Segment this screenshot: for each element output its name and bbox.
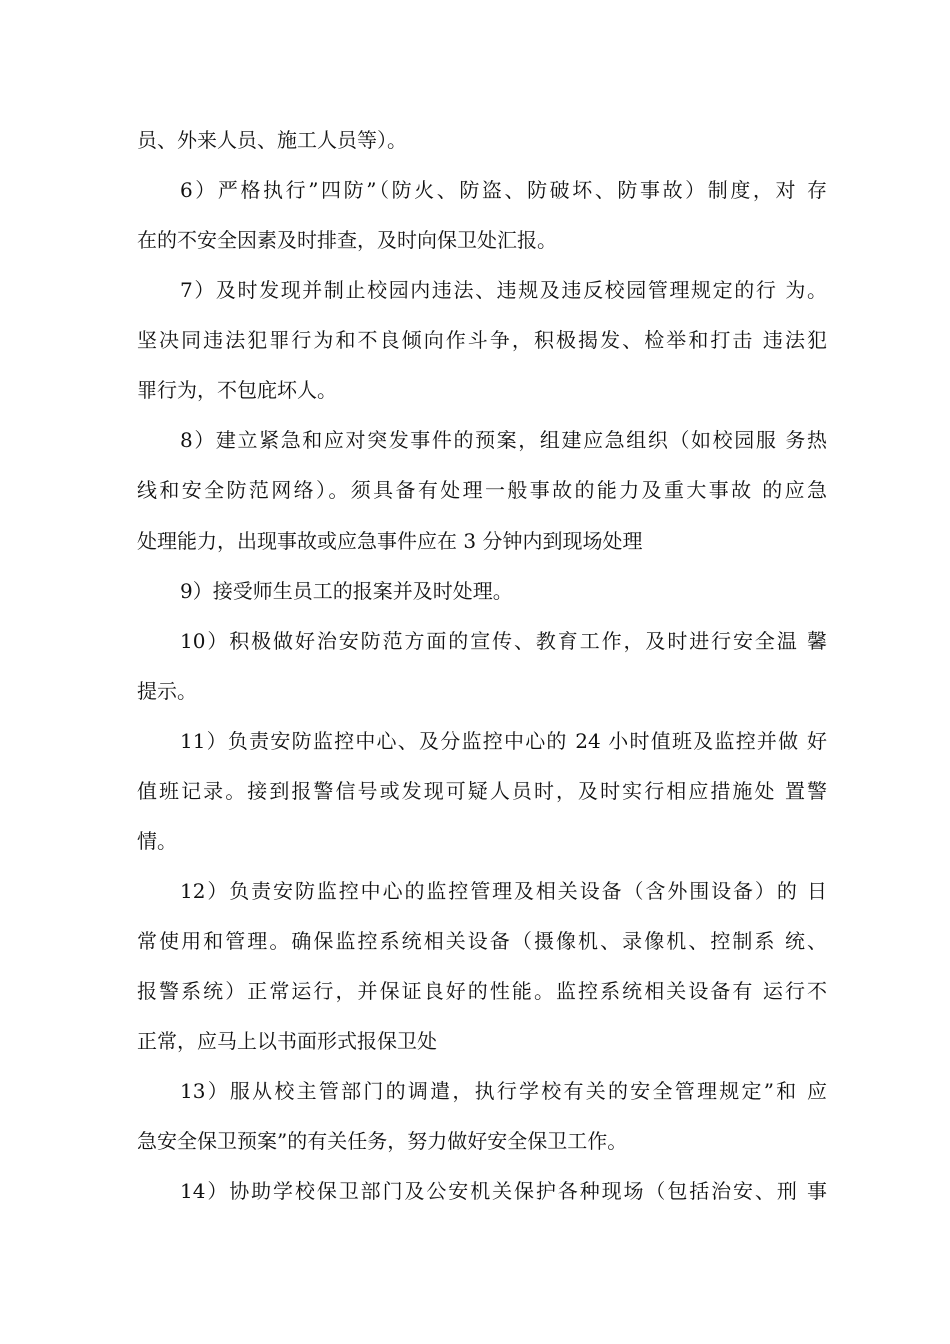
text-line: 10）积极做好治安防范方面的宣传、教育工作，及时进行安全温 馨	[180, 629, 827, 653]
text-line: 提示。	[137, 679, 197, 703]
text-line: 13）服从校主管部门的调遣，执行学校有关的安全管理规定”和 应	[180, 1079, 827, 1103]
text-line: 常使用和管理。确保监控系统相关设备（摄像机、录像机、控制系 统、	[137, 929, 827, 953]
text-line: 6）严格执行”四防”（防火、防盗、防破坏、防事故）制度，对 存	[180, 178, 827, 202]
text-line: 在的不安全因素及时排查，及时向保卫处汇报。	[137, 228, 557, 252]
text-line: 值班记录。接到报警信号或发现可疑人员时，及时实行相应措施处 置警	[137, 779, 827, 803]
text-line: 线和安全防范网络）。须具备有处理一般事故的能力及重大事故 的应急	[137, 478, 827, 502]
text-line: 报警系统）正常运行，并保证良好的性能。监控系统相关设备有 运行不	[137, 979, 827, 1003]
text-line: 11）负责安防监控中心、及分监控中心的 24 小时值班及监控并做 好	[180, 729, 827, 753]
text-line: 情。	[137, 829, 177, 853]
text-line: 员、外来人员、施工人员等）。	[137, 128, 407, 152]
text-line: 7）及时发现并制止校园内违法、违规及违反校园管理规定的行 为。	[180, 278, 827, 302]
text-line: 处理能力，出现事故或应急事件应在 3 分钟内到现场处理	[137, 529, 643, 553]
text-line: 罪行为，不包庇坏人。	[137, 378, 337, 402]
text-line: 坚决同违法犯罪行为和不良倾向作斗争，积极揭发、检举和打击 违法犯	[137, 328, 827, 352]
text-line: 14）协助学校保卫部门及公安机关保护各种现场（包括治安、刑 事	[180, 1179, 827, 1203]
text-line: 12）负责安防监控中心的监控管理及相关设备（含外围设备）的 日	[180, 879, 827, 903]
text-line: 正常，应马上以书面形式报保卫处	[137, 1029, 437, 1053]
text-line: 9）接受师生员工的报案并及时处理。	[180, 579, 513, 603]
text-line: 8）建立紧急和应对突发事件的预案，组建应急组织（如校园服 务热	[180, 428, 827, 452]
text-line: 急安全保卫预案”的有关任务，努力做好安全保卫工作。	[137, 1129, 628, 1153]
